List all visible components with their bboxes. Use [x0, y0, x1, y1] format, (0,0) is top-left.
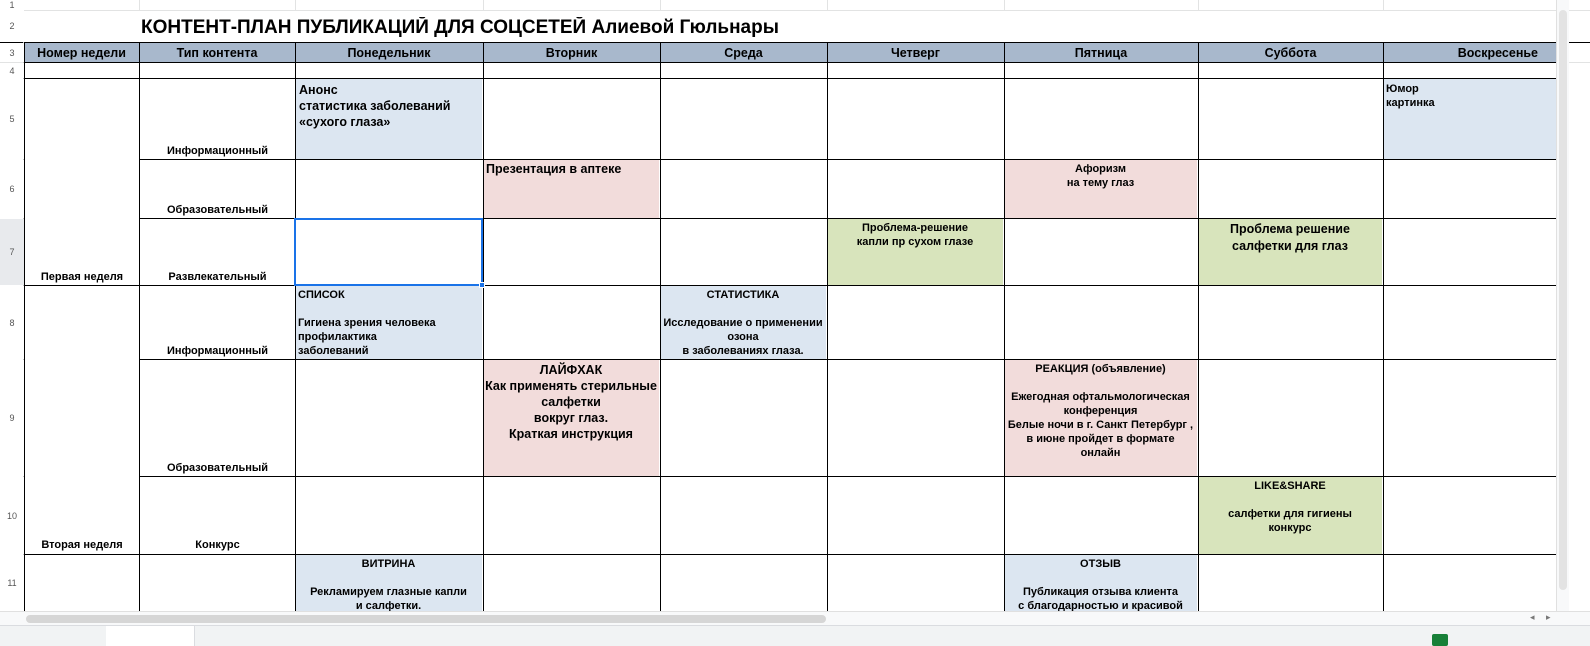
vertical-scroll-thumb[interactable]: [1559, 10, 1567, 590]
table-border: [660, 42, 661, 611]
sheet-tabs-bar: [0, 625, 1590, 646]
selected-cell[interactable]: [294, 218, 483, 286]
row-number[interactable]: 7: [0, 219, 24, 285]
header-thursday[interactable]: Четверг: [827, 43, 1004, 62]
cell-r7-thursday[interactable]: [827, 218, 1003, 285]
table-border: [139, 42, 140, 611]
row-number[interactable]: 1: [0, 0, 24, 10]
cell-r7-saturday[interactable]: [1198, 218, 1382, 285]
table-border: [24, 285, 1556, 286]
content-type-label[interactable]: Образовательный: [166, 204, 269, 216]
content-type-label[interactable]: Информационный: [166, 345, 269, 357]
cell-text: Афоризм на тему глаз: [1066, 163, 1135, 189]
page-title[interactable]: КОНТЕНТ-ПЛАН ПУБЛИКАЦИЙ ДЛЯ СОЦСЕТЕЙ Алиевой Гюльнары: [141, 17, 779, 38]
cell-text: СПИСОК Гигиена зрения человека профилактика заболеваний: [298, 289, 436, 357]
horizontal-scroll-thumb[interactable]: [26, 615, 826, 623]
row-number[interactable]: 4: [0, 63, 24, 78]
cell-text: ОТЗЫВ Публикация отзыва клиента с благодарностью и красивой: [1018, 558, 1183, 611]
table-border: [483, 42, 484, 611]
gridline: [139, 0, 140, 10]
table-border: [139, 476, 1556, 477]
fill-handle[interactable]: [479, 282, 485, 288]
header-week-number[interactable]: Номер недели: [24, 43, 139, 62]
cell-text: Юмор картинка: [1386, 83, 1435, 109]
table-border: [139, 159, 1556, 160]
row-number[interactable]: 8: [0, 286, 24, 359]
gridline: [1198, 0, 1199, 10]
header-saturday[interactable]: Суббота: [1198, 43, 1383, 62]
cell-r11-friday[interactable]: [1004, 554, 1197, 611]
cell-text: LIKE&SHARE салфетки для гигиены конкурс: [1228, 480, 1352, 534]
gridline: [1383, 0, 1384, 10]
header-tuesday[interactable]: Вторник: [483, 43, 660, 62]
row-number[interactable]: 10: [0, 477, 24, 554]
content-type-label[interactable]: Информационный: [166, 145, 269, 157]
vertical-scrollbar[interactable]: [1556, 0, 1569, 611]
table-border: [0, 42, 1590, 43]
sheet-tab-active[interactable]: [106, 626, 195, 646]
cell-text: Анонс статистика заболеваний «сухого глаза»: [299, 83, 451, 129]
scroll-right-icon[interactable]: ▸: [1546, 612, 1551, 622]
cell-text: Проблема-решение капли пр сухом глазе: [856, 222, 974, 248]
cell-r9-tuesday[interactable]: [483, 359, 659, 476]
header-wednesday[interactable]: Среда: [660, 43, 827, 62]
table-border: [24, 78, 1556, 79]
week-label[interactable]: Первая неделя: [40, 271, 124, 283]
cell-r5-sunday[interactable]: [1383, 79, 1556, 159]
content-type-label[interactable]: Образовательный: [166, 462, 269, 474]
row-number[interactable]: 2: [0, 10, 24, 42]
table-border: [827, 42, 828, 611]
table-border: [139, 359, 1556, 360]
explore-icon[interactable]: [1432, 634, 1448, 646]
gridline: [483, 0, 484, 10]
cell-text: ЛАЙФХАК Как применять стерильные салфетки вокруг глаз. Краткая инструкция: [485, 363, 657, 441]
gridline: [295, 0, 296, 10]
content-type-label[interactable]: Конкурс: [195, 539, 240, 551]
header-sunday[interactable]: Воскресенье: [1383, 43, 1556, 62]
cell-r10-saturday[interactable]: [1198, 476, 1382, 554]
row-number[interactable]: 9: [0, 360, 24, 476]
cell-r8-monday[interactable]: [295, 285, 482, 359]
cell-r6-tuesday[interactable]: [483, 159, 659, 218]
row-number[interactable]: 6: [0, 160, 24, 218]
gridline: [660, 0, 661, 10]
row-number[interactable]: 3: [0, 43, 24, 62]
table-border: [24, 42, 25, 611]
header-friday[interactable]: Пятница: [1004, 43, 1198, 62]
cell-text: Презентация в аптеке: [486, 162, 622, 176]
cell-r6-friday[interactable]: [1004, 159, 1197, 218]
table-border: [1198, 42, 1199, 611]
table-border: [24, 62, 1556, 63]
table-border: [24, 554, 1556, 555]
gridline: [1004, 0, 1005, 10]
cell-r8-wednesday[interactable]: [660, 285, 826, 359]
table-border: [1383, 42, 1384, 611]
cell-text: ВИТРИНА Рекламируем глазные капли и салфетки.: [310, 558, 467, 611]
gridline: [0, 10, 1590, 11]
table-border: [295, 42, 296, 611]
scroll-left-icon[interactable]: ◂: [1530, 612, 1535, 622]
week-label[interactable]: Вторая неделя: [41, 539, 123, 551]
cell-text: СТАТИСТИКА Исследование о применении озона в заболеваниях глаза.: [663, 289, 823, 357]
cell-r11-monday[interactable]: [295, 554, 482, 611]
horizontal-scrollbar[interactable]: [0, 611, 1590, 625]
gridline: [827, 0, 828, 10]
header-monday[interactable]: Понедельник: [295, 43, 483, 62]
cell-text: Проблема решение салфетки для глаз: [1230, 222, 1350, 253]
cell-text: РЕАКЦИЯ (объявление) Ежегодная офтальмологическая конференция Белые ночи в г. Санкт Петербург , в июне пройдет в формате онлайн: [1007, 363, 1194, 459]
row-number[interactable]: 11: [0, 555, 24, 611]
table-border: [1004, 42, 1005, 611]
header-content-type[interactable]: Тип контента: [139, 43, 295, 62]
cell-r5-monday[interactable]: [295, 79, 482, 159]
row-number[interactable]: 5: [0, 79, 24, 159]
content-type-label[interactable]: Развлекательный: [168, 271, 267, 283]
cell-r9-friday[interactable]: [1004, 359, 1197, 476]
